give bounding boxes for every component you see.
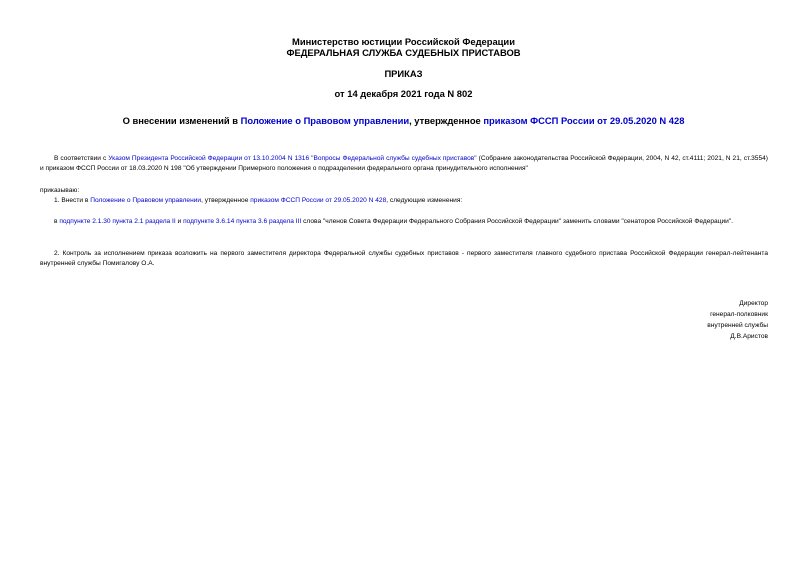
preamble-link-decree[interactable]: Указом Президента Российской Федерации от 13.10.2004 N 1316 "Вопросы Федеральной службы судебных приставов" — [108, 155, 477, 162]
title-link-order[interactable]: приказом ФССП России от 29.05.2020 N 428 — [483, 115, 685, 126]
title-prefix: О внесении изменений в — [122, 115, 241, 126]
signature-rank: генерал-полковник — [710, 311, 768, 318]
item1-middle: , утвержденное — [201, 197, 251, 204]
doc-type-heading: ПРИКАЗ — [384, 68, 423, 79]
amendment-prefix: в — [54, 218, 60, 225]
ministry-heading: Министерство юстиции Российской Федерации — [292, 36, 515, 47]
order-word: приказываю: — [40, 187, 80, 194]
title-link-regulation[interactable]: Положение о Правовом управлении — [240, 115, 410, 126]
signature-service: внутренней службы — [707, 322, 768, 329]
preamble-prefix: В соответствии с — [54, 155, 109, 162]
item2-text: 2. Контроль за исполнением приказа возложить на первого заместителя директора Федеральной службы судебных приставов - первого заместителя главного судебного пристава Российской Федерации генерал-лейтенанта внутренней службы Помигалову О.А. — [40, 250, 768, 267]
paragraph-item-1 — [40, 196, 768, 206]
paragraph-amendment — [40, 217, 768, 227]
item1-link-order[interactable]: приказом ФССП России от 29.05.2020 N 428 — [250, 197, 387, 204]
paragraph-preamble — [40, 154, 768, 174]
item1-link-regulation[interactable]: Положение о Правовом управлении — [90, 197, 202, 204]
item1-rest: , следующие изменения: — [386, 197, 463, 204]
amendment-link-subclause-2[interactable]: подпункте 3.6.14 пункта 3.6 раздела III — [183, 218, 302, 225]
document-title — [0, 115, 807, 127]
amendment-link-subclause-1[interactable]: подпункте 2.1.30 пункта 2.1 раздела II — [59, 218, 176, 225]
amendment-middle: и — [175, 218, 184, 225]
signature-name: Д.В.Аристов — [730, 333, 768, 340]
date-number-heading: от 14 декабря 2021 года N 802 — [334, 88, 473, 99]
paragraph-order-word — [40, 186, 768, 196]
title-middle: , утвержденное — [409, 115, 484, 126]
preamble-rest: (Собрание законодательства Российской Федерации, 2004, N 42, ст.4111; 2021, N 21, ст.3554) и приказом ФССП России от 18.03.2020 N 198 "Об утверждении Примерного положения о подразделении федерального органа принудительного исполнения" — [40, 155, 768, 172]
item1-prefix: 1. Внести в — [54, 197, 91, 204]
amendment-rest: слова "членов Совета Федерации Федерального Собрания Российской Федерации" заменить словами "сенаторов Российской Федерации". — [301, 218, 734, 225]
paragraph-item-2 — [40, 249, 768, 269]
service-heading: ФЕДЕРАЛЬНАЯ СЛУЖБА СУДЕБНЫХ ПРИСТАВОВ — [286, 47, 521, 58]
signature-position: Директор — [739, 300, 768, 307]
